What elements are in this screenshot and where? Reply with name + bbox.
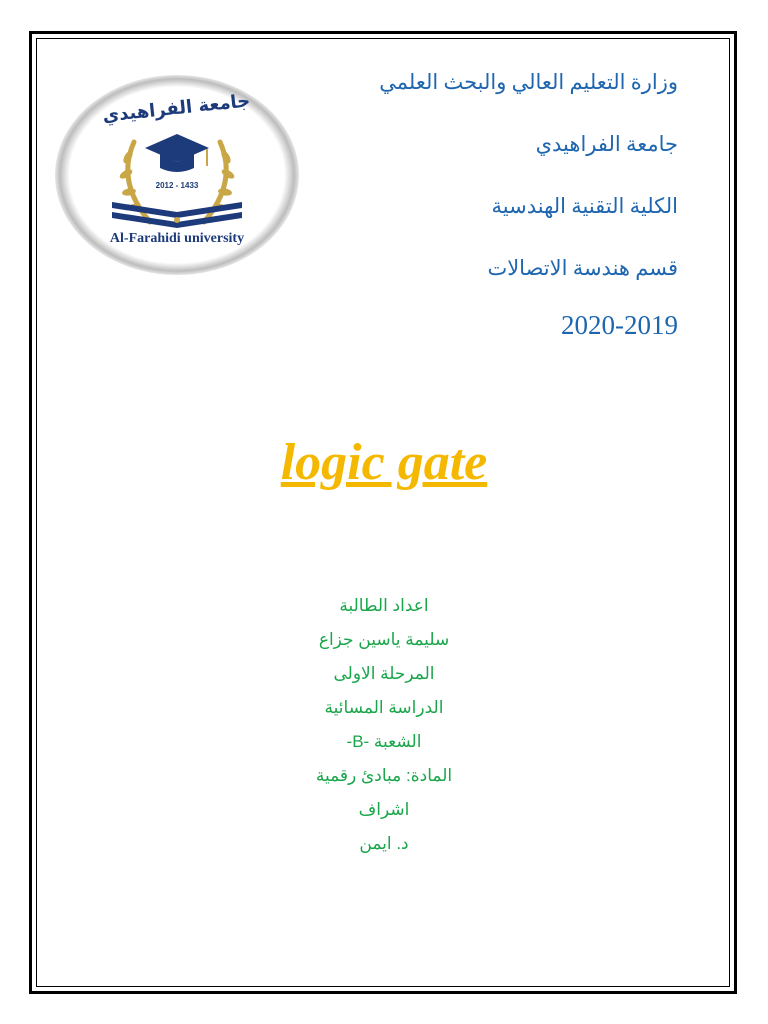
- stage: المرحلة الاولى: [333, 664, 435, 683]
- study-type: الدراسة المسائية: [324, 698, 444, 717]
- logo-arabic-name: جامعة الفراهيدي: [101, 90, 252, 127]
- subject: المادة: مبادئ رقمية: [315, 766, 453, 785]
- department-name: قسم هندسة الاتصالات: [487, 256, 678, 280]
- university-name: جامعة الفراهيدي: [535, 132, 678, 156]
- document-title: logic gate: [280, 434, 488, 491]
- institution-header: [258, 62, 678, 310]
- supervision-label: اشراف: [358, 800, 410, 819]
- academic-year: 2020-2019: [561, 310, 678, 340]
- ministry-name: وزارة التعليم العالي والبحث العلمي: [379, 70, 678, 94]
- student-name: سليمة ياسين جزاع: [318, 630, 450, 649]
- prepared-by-label: اعداد الطالبة: [339, 596, 429, 615]
- supervisor-name: د. ايمن: [359, 834, 409, 853]
- logo-english-name: Al-Farahidi university: [109, 231, 245, 246]
- logo-dates: 2012 - 1433: [155, 181, 199, 190]
- section: الشعبة -B-: [346, 732, 422, 751]
- student-info: [0, 594, 768, 866]
- college-name: الكلية التقنية الهندسية: [491, 194, 678, 218]
